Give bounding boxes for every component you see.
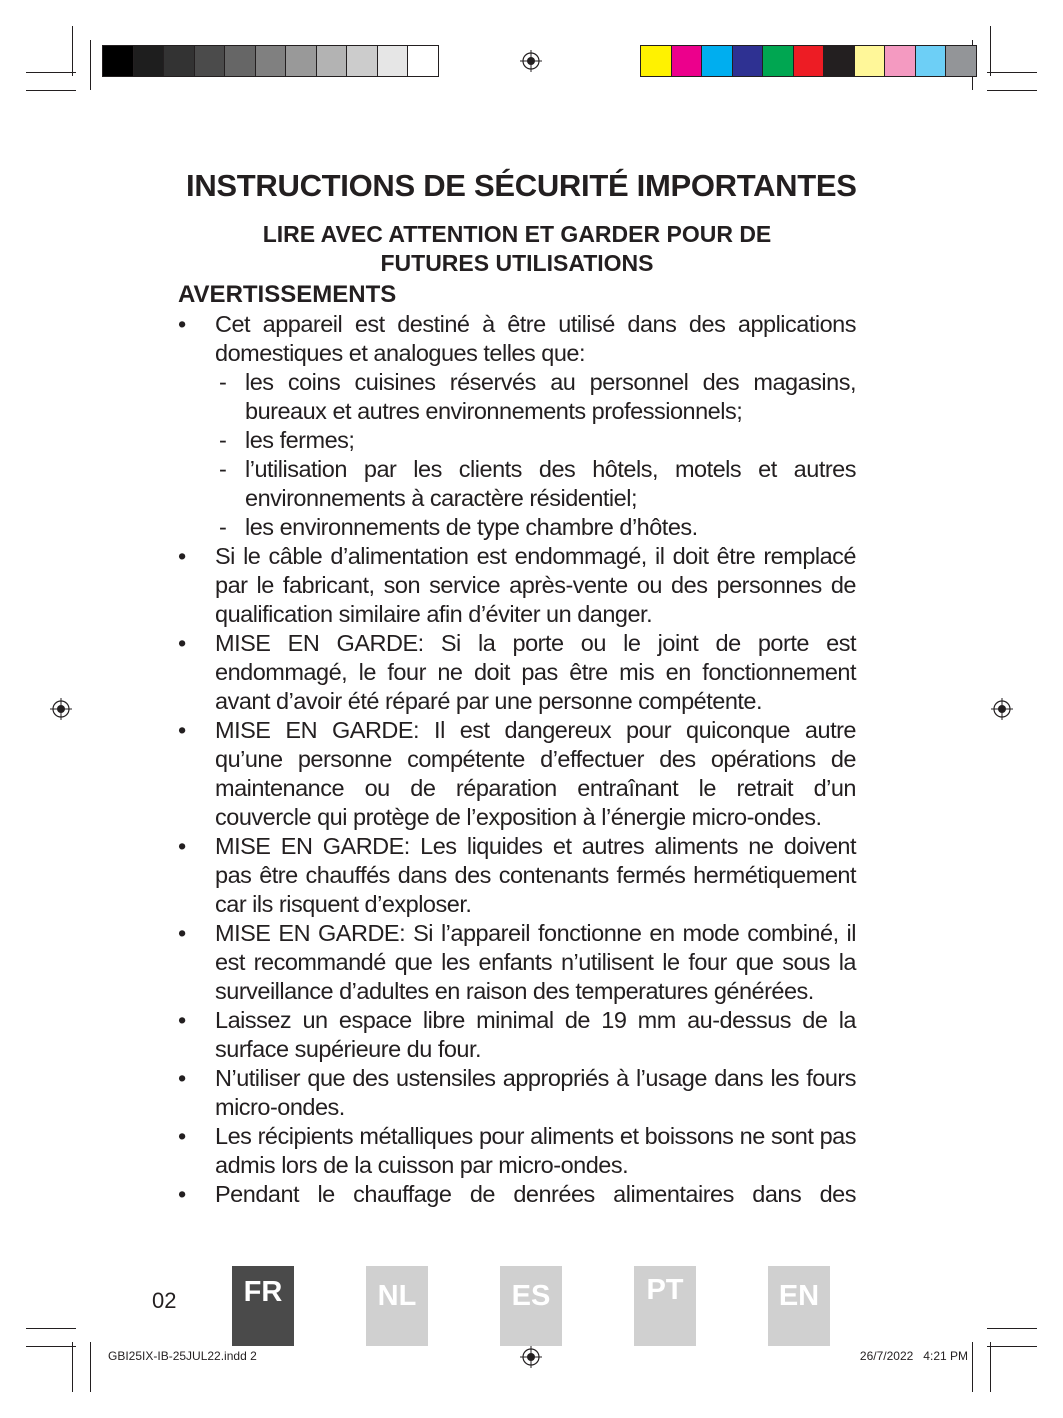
list-item-text: MISE EN GARDE: Si l’appareil fonctionne en mode combiné, il est recommandé que les enfants n’utilisent le four que sous la surveillance d’adultes en raison des temperatures générées. bbox=[215, 920, 856, 1004]
sub-list-item bbox=[215, 513, 856, 542]
process-swatch bbox=[733, 46, 764, 76]
registration-mark-icon bbox=[991, 698, 1013, 720]
list-item-text: Cet appareil est destiné à être utilisé dans des applications domestiques et analogues telles que: bbox=[215, 311, 856, 366]
crop-mark-top-right-h bbox=[987, 72, 1037, 73]
process-swatch bbox=[763, 46, 794, 76]
dash: - bbox=[219, 427, 227, 453]
list-item bbox=[178, 716, 856, 832]
process-swatch bbox=[824, 46, 855, 76]
file-info: GBI25IX-IB-25JUL22.indd 2 bbox=[108, 1349, 257, 1363]
process-swatch bbox=[946, 46, 976, 76]
registration-mark-icon bbox=[520, 50, 542, 72]
list-item-text: Les récipients métalliques pour aliments et boissons ne sont pas admis lors de la cuisson par micro-ondes. bbox=[215, 1123, 856, 1178]
section-title: AVERTISSEMENTS bbox=[178, 281, 397, 308]
dash: - bbox=[219, 369, 227, 395]
list-item bbox=[178, 629, 856, 716]
grayscale-swatch bbox=[256, 46, 287, 76]
sub-list-item-text: les environnements de type chambre d’hôtes. bbox=[245, 514, 698, 540]
crop-mark-bottom-right-v bbox=[990, 1342, 991, 1392]
crop-mark-bottom-right-h bbox=[987, 1328, 1037, 1329]
list-item-text: MISE EN GARDE: Les liquides et autres aliments ne doivent pas être chauffés dans des contenants fermés hermétiquement car ils risquent d’exploser. bbox=[215, 833, 856, 917]
language-tab-nl[interactable]: NL bbox=[366, 1266, 428, 1346]
process-swatch bbox=[916, 46, 947, 76]
list-item bbox=[178, 1180, 856, 1209]
crop-mark-top-right-v bbox=[990, 26, 991, 76]
list-item bbox=[178, 1006, 856, 1064]
grayscale-swatch bbox=[195, 46, 226, 76]
bullet: • bbox=[178, 1007, 186, 1033]
sub-list-item-text: l’utilisation par les clients des hôtels, motels et autres environnements à caractère résidentiel; bbox=[245, 456, 856, 511]
registration-mark-icon bbox=[520, 1346, 542, 1368]
crop-mark-bottom-left-h2 bbox=[26, 1346, 76, 1347]
process-swatch bbox=[885, 46, 916, 76]
dash: - bbox=[219, 514, 227, 540]
language-tab-es[interactable]: ES bbox=[500, 1266, 562, 1346]
list-item-text: Laissez un espace libre minimal de 19 mm au-dessus de la surface supérieure du four. bbox=[215, 1007, 856, 1062]
sub-list-item-text: les coins cuisines réservés au personnel des magasins, bureaux et autres environnements professionnels; bbox=[245, 369, 856, 424]
registration-mark-icon bbox=[50, 698, 72, 720]
bullet: • bbox=[178, 833, 186, 859]
crop-mark-top-left-v2 bbox=[90, 40, 91, 90]
list-item-text: Pendant le chauffage de denrées alimentaires dans des bbox=[215, 1181, 856, 1207]
sub-list-item-text: les fermes; bbox=[245, 427, 355, 453]
list-item bbox=[178, 1064, 856, 1122]
list-item-text: N’utiliser que des ustensiles appropriés à l’usage dans les fours micro-ondes. bbox=[215, 1065, 856, 1120]
grayscale-swatch bbox=[408, 46, 438, 76]
grayscale-swatch bbox=[225, 46, 256, 76]
bullet: • bbox=[178, 1065, 186, 1091]
crop-mark-top-right-h2 bbox=[987, 90, 1037, 91]
page-title bbox=[178, 168, 856, 204]
grayscale-swatch bbox=[286, 46, 317, 76]
dash: - bbox=[219, 456, 227, 482]
bullet: • bbox=[178, 1181, 186, 1207]
crop-mark-top-left-h bbox=[26, 72, 76, 73]
list-item bbox=[178, 1122, 856, 1180]
list-item-text: MISE EN GARDE: Si la porte ou le joint de porte est endommagé, le four ne doit pas être mis en fonctionnement avant d’avoir été réparé par une personne compétente. bbox=[215, 630, 856, 714]
language-tab-pt[interactable]: PT bbox=[634, 1266, 696, 1346]
warning-list bbox=[178, 310, 856, 1209]
list-item bbox=[178, 832, 856, 919]
process-swatch bbox=[641, 46, 672, 76]
date-info: 26/7/2022 4:21 PM bbox=[859, 1349, 968, 1363]
crop-mark-bottom-left-h bbox=[26, 1328, 76, 1329]
subtitle: LIRE AVEC ATTENTION ET GARDER POUR DE FUTURES UTILISATIONS bbox=[262, 221, 772, 276]
grayscale-swatch bbox=[317, 46, 348, 76]
page-number: 02 bbox=[152, 1288, 177, 1313]
crop-mark-bottom-left-v bbox=[72, 1342, 73, 1392]
process-color-bar bbox=[640, 45, 977, 77]
crop-mark-bottom-right-v2 bbox=[972, 1342, 973, 1392]
process-swatch bbox=[702, 46, 733, 76]
list-item bbox=[178, 919, 856, 1006]
list-item-text: Si le câble d’alimentation est endommagé, il doit être remplacé par le fabricant, son service après-vente ou des personnes de qualification similaire afin d’éviter un danger. bbox=[215, 543, 856, 627]
bullet: • bbox=[178, 543, 186, 569]
bullet: • bbox=[178, 920, 186, 946]
grayscale-swatch bbox=[103, 46, 134, 76]
language-tab-fr[interactable]: FR bbox=[232, 1266, 294, 1346]
grayscale-swatch bbox=[378, 46, 409, 76]
safety-instructions bbox=[178, 168, 856, 1209]
grayscale-color-bar bbox=[102, 45, 439, 77]
bullet: • bbox=[178, 311, 186, 337]
bullet: • bbox=[178, 1123, 186, 1149]
crop-mark-bottom-left-v2 bbox=[90, 1342, 91, 1392]
crop-mark-top-left-h2 bbox=[26, 90, 76, 91]
grayscale-swatch bbox=[347, 46, 378, 76]
grayscale-swatch bbox=[164, 46, 195, 76]
list-item bbox=[178, 542, 856, 629]
sub-list bbox=[215, 368, 856, 542]
list-item-text: MISE EN GARDE: Il est dangereux pour quiconque autre qu’une personne compétente d’effectuer des opérations de maintenance ou de réparation entraînant le retrait d’un couvercle qui protège de l’exposition à l’énergie micro-ondes. bbox=[215, 717, 856, 830]
bullet: • bbox=[178, 630, 186, 656]
sub-list-item bbox=[215, 455, 856, 513]
crop-mark-top-left-v bbox=[72, 26, 73, 76]
sub-list-item bbox=[215, 368, 856, 426]
page-title-text: INSTRUCTIONS DE SÉCURITÉ IMPORTANTES bbox=[186, 168, 857, 203]
list-item bbox=[178, 310, 856, 542]
crop-mark-bottom-right-h2 bbox=[987, 1346, 1037, 1347]
process-swatch bbox=[672, 46, 703, 76]
process-swatch bbox=[794, 46, 825, 76]
language-tab-en[interactable]: EN bbox=[768, 1266, 830, 1346]
grayscale-swatch bbox=[134, 46, 165, 76]
bullet: • bbox=[178, 717, 186, 743]
sub-list-item bbox=[215, 426, 856, 455]
process-swatch bbox=[855, 46, 886, 76]
